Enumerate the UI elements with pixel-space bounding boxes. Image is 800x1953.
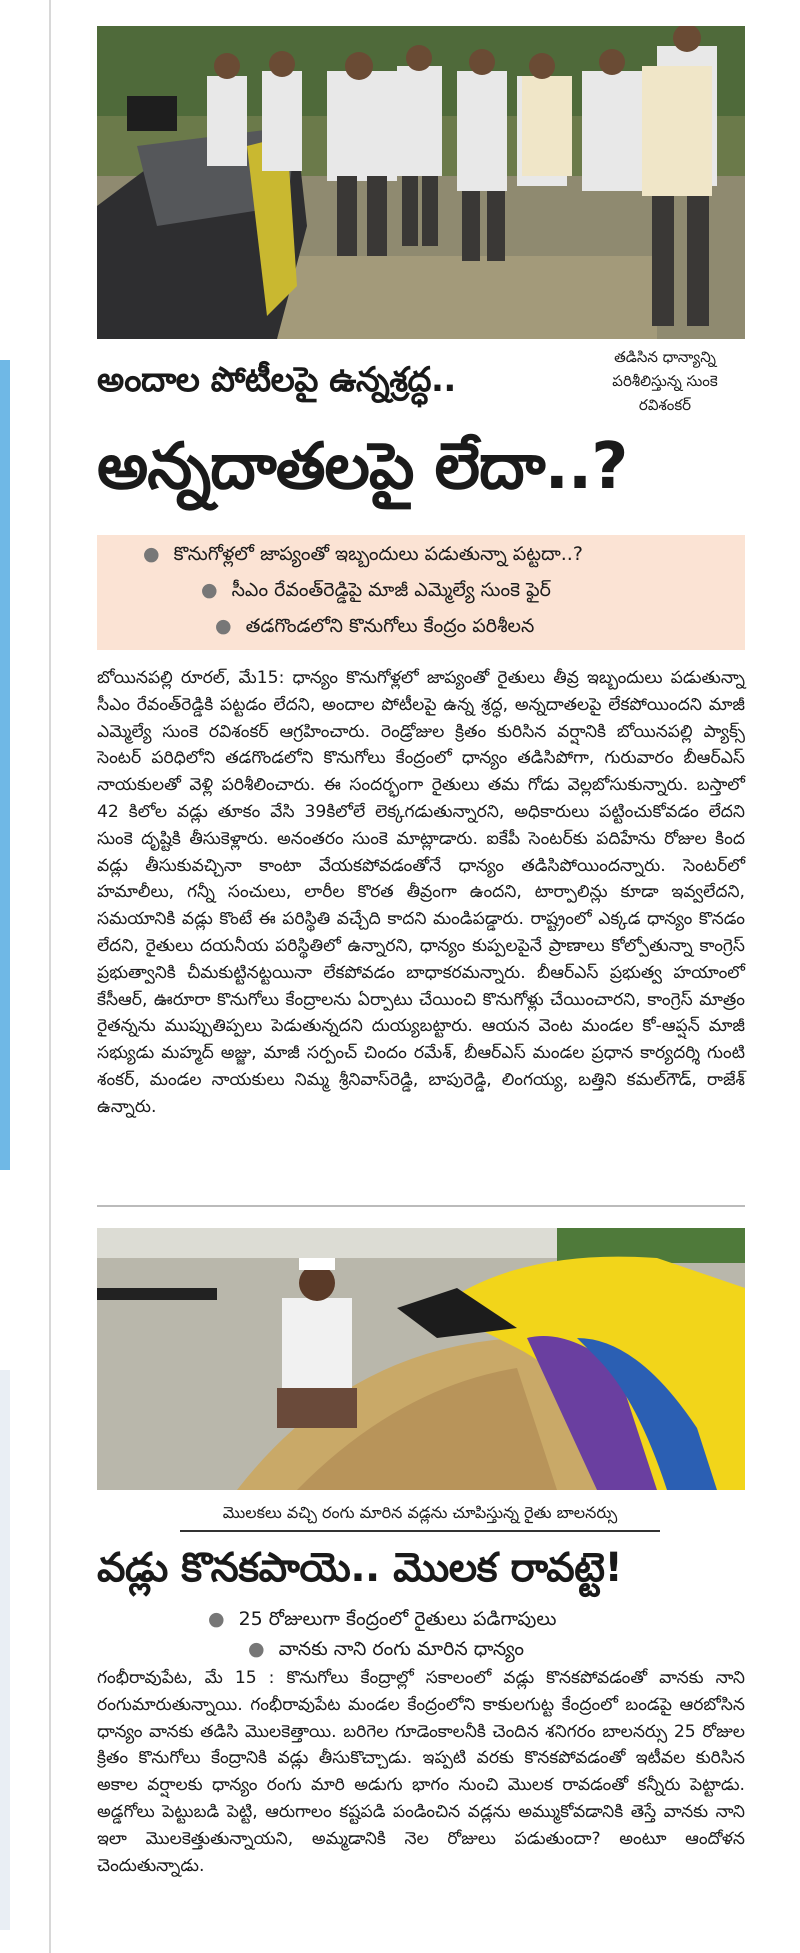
photo-caption: మొలకలు వచ్చి రంగు మారిన వడ్లను చూపిస్తున్న రైతు బాలనర్సు xyxy=(180,1503,660,1532)
main-headline: అన్నదాతలపై లేదా..? xyxy=(97,430,628,504)
article-body: గంభీరావుపేట, మే 15 : కొనుగోలు కేంద్రాల్లో సకాలంలో వడ్లు కొనకపోవడంతో వానకు నాని రంగుమారుతున్నాయి. గంభీరావుపేట మండల కేంద్రంలోని కాకులగుట్ట కేంద్రంలో బండపై ఆరబోసిన ధాన్యం వానకు తడిసి మొలకెత్తాయి. బరిగెల గూడెంకాలనీకి చెందిన శనిగరం బాలనర్సు 25 రోజుల క్రితం కొనుగోలు కేంద్రానికి వడ్లు తీసుకొచ్చాడు. ఇప్పటి వరకు కొనకపోవడంతో ఇటీవల కురిసిన అకాల వర్షాలకు ధాన్యం రంగు మారి అడుగు భాగం నుంచి మొలక రావడంతో కన్నీరు పెట్టాడు. అడ్డగోలు పెట్టుబడి పెట్టి, ఆరుగాలం కష్టపడి పండించిన వడ్లను అమ్ముకోవడానికి తెస్తే వానకు నాని ఇలా మొలకెత్తుతున్నాయని, అమ్మడానికి నెల రోజులు పడుతుందా? అంటూ ఆందోళన చెందుతున్నాడు. xyxy=(97,1668,745,1876)
bullet-icon: ● xyxy=(143,543,160,565)
bullet-icon: ● xyxy=(208,1608,225,1630)
kicker-headline: అందాల పోటీలపై ఉన్నశ్రద్ధ.. xyxy=(97,360,456,400)
bullet-icon: ● xyxy=(201,579,218,601)
highlights-box xyxy=(97,535,745,650)
bullet-icon: ● xyxy=(215,615,232,637)
bullet-icon: ● xyxy=(248,1638,265,1660)
column-rule xyxy=(49,0,51,1953)
highlight-item: ● వానకు నాని రంగు మారిన ధాన్యం xyxy=(248,1638,524,1660)
highlight-item: ● కొనుగోళ్లలో జాప్యంతో ఇబ్బందులు పడుతున్నా పట్టదా..? xyxy=(143,543,583,565)
farmer-grain-photo xyxy=(97,1228,745,1490)
highlight-item: ● సీఎం రేవంత్‌రెడ్డిపై మాజీ ఎమ్మెల్యే సుంకె ఫైర్ xyxy=(201,579,551,601)
article-body: బోయినపల్లి రూరల్, మే15: ధాన్యం కొనుగోళ్లలో జాప్యంతో రైతులు తీవ్ర ఇబ్బందులు పడుతున్నా సీఎం రేవంత్‌రెడ్డికి పట్టడం లేదని, అందాల పోటీలపై ఉన్న శ్రద్ధ, అన్నదాతలపై లేకపోయిందని మాజీ ఎమ్మెల్యే సుంకె రవిశంకర్ ఆగ్రహించారు. రెండ్రోజుల క్రితం కురిసిన వర్షానికి బోయినపల్లి ప్యాక్స్ సెంటర్ పరిధిలోని తడగొండలోని కొనుగోలు కేంద్రంలో ధాన్యం తడిసిపోగా, గురువారం బీఆర్ఎస్ నాయకులతో వెళ్లి పరిశీలించారు. ఈ సందర్భంగా రైతులు తమ గోడు వెల్లబోసుకున్నారు. బస్తాలో 42 కిలోల వడ్లు తూకం వేసి 39కిలోలే లెక్కగడుతున్నారని, అధికారులు పట్టించుకోవడం లేదని సుంకె దృష్టికి తీసుకెళ్లారు. అనంతరం సుంకె మాట్లాడారు. ఐకేపీ సెంటర్‌కు పదిహేను రోజుల కింద వడ్లు తీసుకువచ్చినా కాంటా వేయకపోవడంతోనే ధాన్యం తడిసిపోయిందన్నారు. సెంటర్‌లో హమాలీలు, గన్నీ సంచులు, లారీల కొరత తీవ్రంగా ఉందని, టార్పాలిన్లు కూడా ఇవ్వలేదని, సమయానికి వడ్లు కొంటే ఈ పరిస్థితి వచ్చేది కాదని మండిపడ్డారు. రాష్ట్రంలో ఎక్కడ ధాన్యం కొనడం లేదని, రైతులు దయనీయ పరిస్థితిలో ఉన్నారని, ధాన్యం కుప్పలపైనే ప్రాణాలు కోల్పోతున్నా కాంగ్రెస్ ప్రభుత్వానికి చీమకుట్టినట్టయినా లేకపోవడం బాధాకరమన్నారు. బీఆర్ఎస్ ప్రభుత్వ హయాంలో కేసీఆర్, ఊరూరా కొనుగోలు కేంద్రాలను ఏర్పాటు చేయించి కొనుగోళ్లు చేయించారని, కాంగ్రెస్ మాత్రం రైతన్నను ముప్పుతిప్పలు పెడుతున్నదని దుయ్యబట్టారు. ఆయన వెంట మండల కో-ఆప్షన్ మాజీ సభ్యుడు మహ్మద్ అజ్జు, మాజీ సర్పంచ్ చిందం రమేశ్, బీఆర్ఎస్ మండల ప్రధాన కార్యదర్శి గుంటి శంకర్, మండల నాయకులు నిమ్మ శ్రీనివాస్‌రెడ్డి, బాపురెడ్డి, లింగయ్య, బత్తిని కమల్‌గౌడ్, రాజేశ్ ఉన్నారు. xyxy=(97,668,745,1117)
left-margin-strip xyxy=(0,360,10,1170)
highlight-item: ● తడగొండలోని కొనుగోలు కేంద్రం పరిశీలన xyxy=(215,615,535,637)
left-margin-strip xyxy=(0,1370,10,1930)
article-divider xyxy=(97,1205,745,1207)
protest-inspection-photo xyxy=(97,26,745,339)
photo-caption: తడిసిన ధాన్యాన్ని పరిశీలిస్తున్న సుంకె రవిశంకర్ xyxy=(612,348,718,414)
article-headline: వడ్లు కొనకపాయె.. మొలక రావట్టె! xyxy=(97,1545,623,1591)
highlight-item: ● 25 రోజులుగా కేంద్రంలో రైతులు పడిగాపులు xyxy=(208,1608,557,1630)
